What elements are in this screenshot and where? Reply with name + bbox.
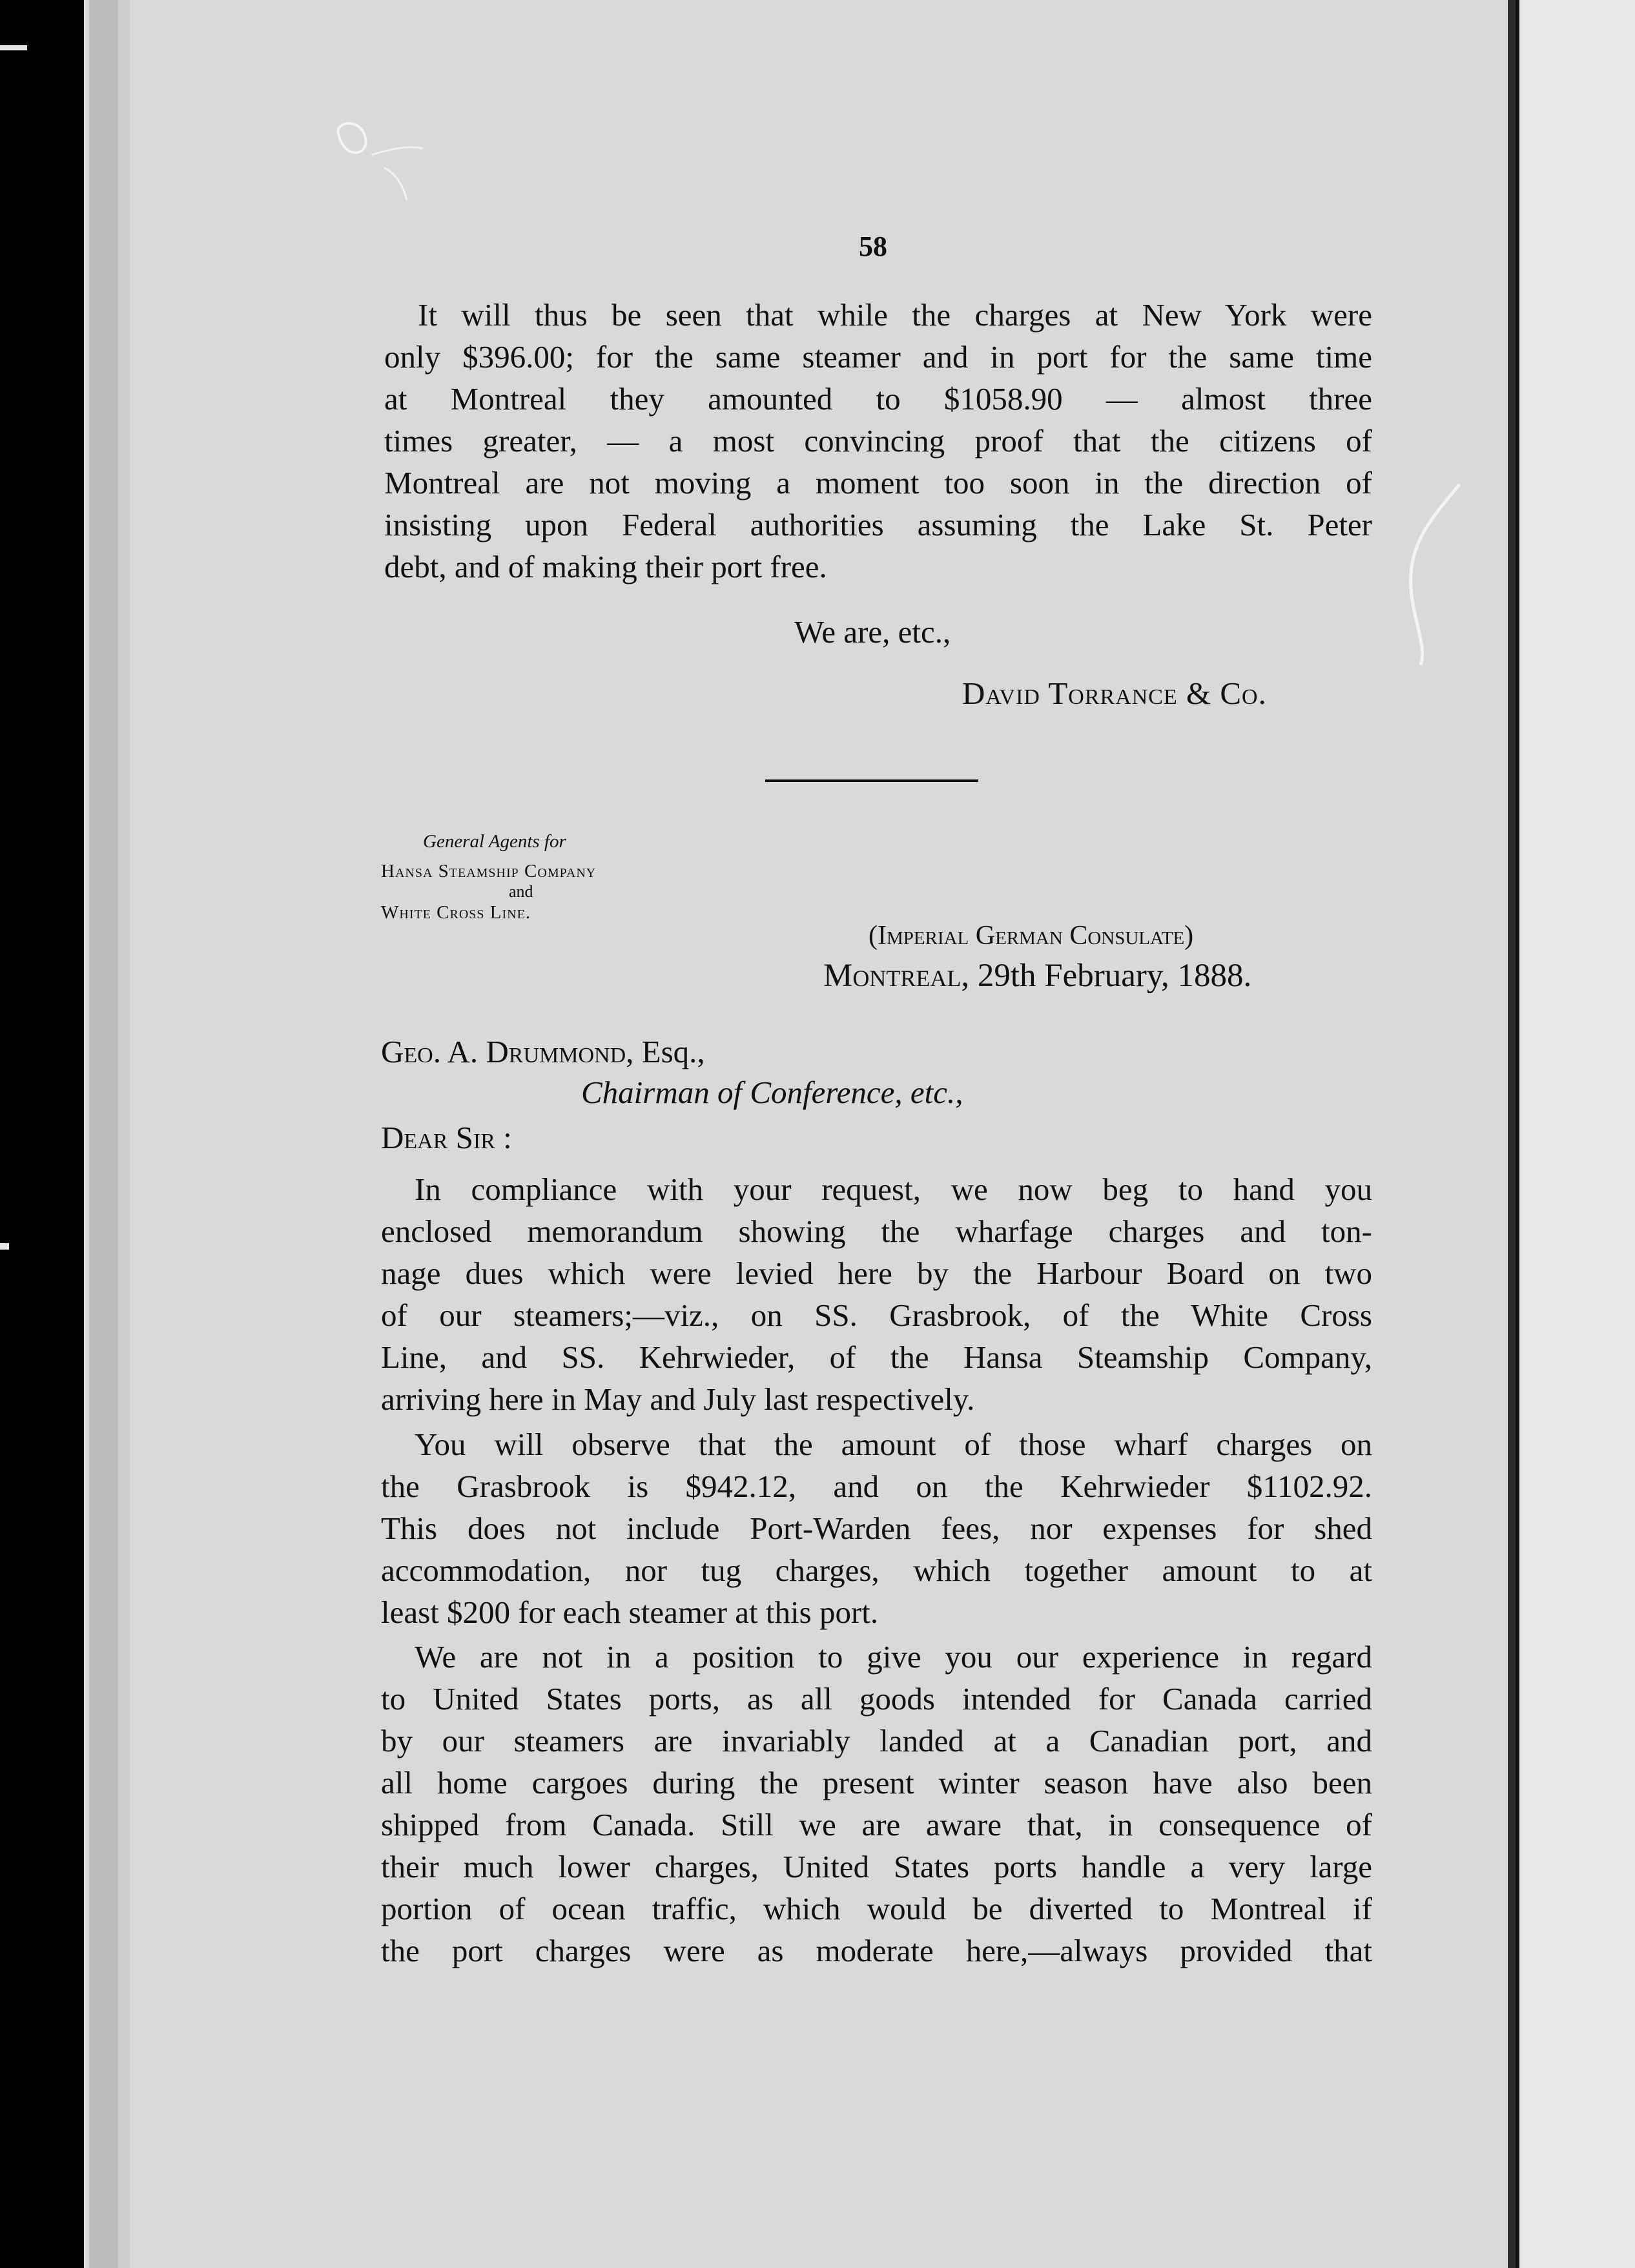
text-line: nage dues which were levied here by the Harbour Board on two — [381, 1255, 1372, 1291]
text-line: This does not include Port-Warden fees, nor expenses for shed — [381, 1510, 1372, 1546]
place: Montreal, — [823, 958, 970, 994]
paragraph-4 — [381, 1636, 1372, 1972]
addressee-name: Geo. A. Drummond, — [381, 1034, 634, 1069]
date: 29th February, 1888. — [977, 958, 1252, 994]
closing: We are, etc., — [794, 614, 951, 650]
text-line: In compliance with your request, we now beg to hand you — [415, 1171, 1372, 1207]
text-line: the Grasbrook is $942.12, and on the Kehrwieder $1102.92. — [381, 1469, 1372, 1504]
text-line: the port charges were as moderate here,—always provided that — [381, 1933, 1372, 1968]
paragraph-1 — [384, 294, 1372, 588]
salutation: Dear Sir : — [381, 1120, 512, 1155]
text-line: portion of ocean traffic, which would be diverted to Montreal if — [381, 1891, 1372, 1926]
page-spine-edge — [118, 0, 130, 2268]
place-date-line — [823, 957, 1251, 995]
text-line: all home cargoes during the present winter season have also been — [381, 1765, 1372, 1800]
addressee-line — [381, 1033, 705, 1070]
letterhead-line-4: White Cross Line. — [381, 902, 531, 923]
adjacent-page-shadow — [1516, 0, 1519, 2268]
text-line: We are not in a position to give you our experience in regard — [415, 1639, 1372, 1675]
paper-smudge-mark — [320, 110, 449, 213]
text-line: insisting upon Federal authorities assuming the Lake St. Peter — [384, 507, 1372, 542]
text-line: It will thus be seen that while the charges at New York were — [418, 297, 1372, 333]
text-line: enclosed memorandum showing the wharfage charges and ton- — [381, 1213, 1372, 1249]
scan-mark — [0, 1243, 9, 1250]
page-number: 58 — [859, 231, 887, 262]
page-spine-shadow — [89, 0, 118, 2268]
scan-mark — [0, 45, 27, 50]
letterhead-line-2: Hansa Steamship Company — [381, 861, 597, 881]
text-line: shipped from Canada. Still we are aware that, in consequence of — [381, 1807, 1372, 1842]
page-right-edge — [1508, 0, 1516, 2268]
addressee-title: Chairman of Conference, etc., — [581, 1075, 963, 1110]
letterhead-line-3: and — [509, 882, 533, 901]
text-line: accommodation, nor tug charges, which together amount to at — [381, 1552, 1372, 1588]
text-line: Montreal are not moving a moment too soon in the direction of — [384, 465, 1372, 500]
text-line: at Montreal they amounted to $1058.90 — almost three — [384, 381, 1372, 417]
consulate-line: (Imperial German Consulate) — [869, 921, 1194, 951]
text-line: least $200 for each steamer at this port. — [381, 1594, 879, 1630]
signature: David Torrance & Co. — [962, 675, 1267, 711]
addressee-suffix: Esq., — [641, 1034, 705, 1069]
text-line: only $396.00; for the same steamer and in port for the same time — [384, 339, 1372, 375]
separator-rule — [765, 779, 978, 782]
paper-scratch-mark — [1395, 478, 1472, 672]
paragraph-2 — [381, 1168, 1372, 1420]
text-line: Line, and SS. Kehrwieder, of the Hansa Steamship Company, — [381, 1339, 1372, 1375]
adjacent-page — [1516, 0, 1635, 2268]
text-line: by our steamers are invariably landed at a Canadian port, and — [381, 1723, 1372, 1758]
text-line: debt, and of making their port free. — [384, 549, 827, 584]
text-line: their much lower charges, United States ports handle a very large — [381, 1849, 1372, 1884]
text-line: arriving here in May and July last respectively. — [381, 1381, 975, 1417]
text-line: of our steamers;—viz., on SS. Grasbrook, of the White Cross — [381, 1297, 1372, 1333]
paragraph-3 — [381, 1423, 1372, 1633]
letterhead-line-1: General Agents for — [423, 831, 566, 852]
text-line: times greater, — a most convincing proof that the citizens of — [384, 423, 1372, 459]
text-line: to United States ports, as all goods intended for Canada carried — [381, 1681, 1372, 1716]
text-line: You will observe that the amount of those wharf charges on — [415, 1427, 1372, 1462]
